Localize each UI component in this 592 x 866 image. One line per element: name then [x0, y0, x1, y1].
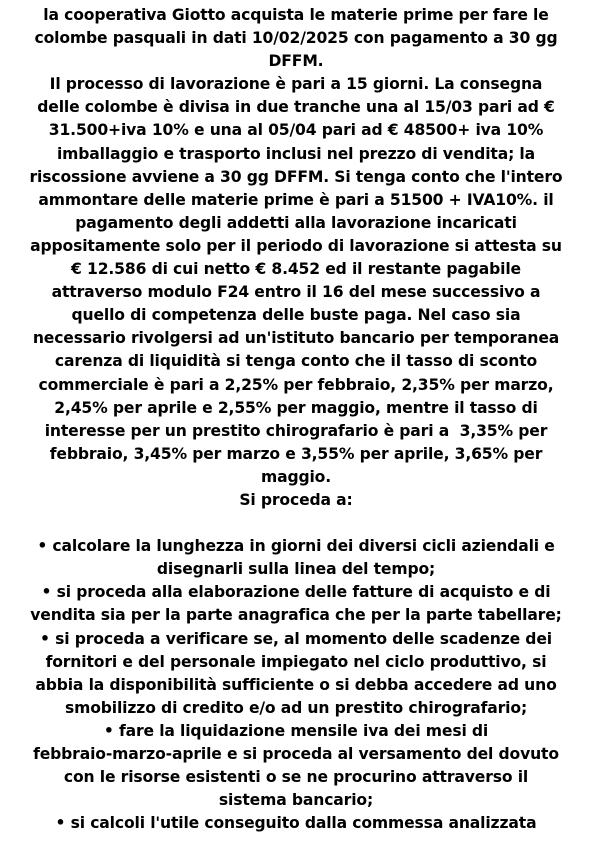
text-line: quello di competenza delle buste paga. Nel caso sia	[71, 306, 521, 325]
text-line: ammontare delle materie prime è pari a 51500 + IVA10%. il	[38, 190, 554, 209]
bullet-item-continuation: febbraio-marzo-aprile e si proceda al versamento del dovuto	[33, 745, 559, 763]
text-line: febbraio, 3,45% per marzo e 3,55% per aprile, 3,65% per	[49, 444, 543, 463]
bullet-item: • si calcoli l'utile conseguito dalla commessa analizzata	[55, 814, 537, 833]
text-line: DFFM.	[268, 52, 324, 71]
bullet-item-continuation: con le risorse esistenti o se ne procurino attraverso il	[63, 768, 529, 787]
text-line: pagamento degli addetti alla lavorazione incaricati	[75, 213, 517, 232]
text-line: 31.500+iva 10% e una al 05/04 pari ad € 48500+ iva 10%	[48, 121, 544, 140]
bullet-item: • si proceda alla elaborazione delle fatture di acquisto e di	[41, 583, 551, 602]
text-line: necessario rivolgersi ad un'istituto bancario per temporanea	[32, 329, 560, 348]
text-line: € 12.586 di cui netto € 8.452 ed il restante pagabile	[71, 260, 521, 279]
bullet-item: • calcolare la lunghezza in giorni dei diversi cicli aziendali e	[37, 537, 555, 556]
text-line: imballaggio e trasporto inclusi nel prezzo di vendita; la	[56, 144, 536, 163]
document-body	[0, 4, 592, 835]
text-line: appositamente solo per il periodo di lavorazione si attesta su	[30, 236, 562, 255]
text-line: interesse per un prestito chirografario è pari a 3,35% per	[44, 421, 548, 440]
text-line: 2,45% per aprile e 2,55% per maggio, mentre il tasso di	[54, 398, 538, 417]
bullet-item-continuation: vendita sia per la parte anagrafica che per la parte tabellare;	[30, 606, 562, 625]
bullet-item-continuation: smobilizzo di credito e/o ad un prestito chirografario;	[64, 698, 528, 717]
text-line: commerciale è pari a 2,25% per febbraio, 2,35% per marzo,	[38, 375, 554, 394]
text-line: maggio.	[260, 467, 332, 486]
bullet-item: • si proceda a verificare se, al momento delle scadenze dei	[40, 629, 552, 648]
text-line: delle colombe è divisa in due tranche una al 15/03 pari ad €	[37, 98, 555, 117]
text-line: attraverso modulo F24 entro il 16 del mese successivo a	[51, 283, 541, 302]
bullet-item-continuation: sistema bancario;	[218, 791, 374, 810]
bullet-item-continuation: disegnarli sulla linea del tempo;	[156, 560, 436, 579]
bullet-item-continuation: fornitori e del personale impiegato nel ciclo produttivo, si	[45, 652, 547, 671]
bullet-item: • fare la liquidazione mensile iva dei mesi di	[103, 721, 489, 740]
text-line: Il processo di lavorazione è pari a 15 giorni. La consegna	[49, 75, 543, 94]
bullet-item-continuation: abbia la disponibilità sufficiente o si debba accedere ad uno	[35, 675, 557, 694]
blank-line	[0, 512, 592, 535]
text-line: carenza di liquidità si tenga conto che il tasso di sconto	[54, 352, 538, 371]
text-line: riscossione avviene a 30 gg DFFM. Si tenga conto che l'intero	[29, 167, 563, 186]
text-line: colombe pasquali in dati 10/02/2025 con pagamento a 30 gg	[34, 29, 558, 48]
text-line: la cooperativa Giotto acquista le materie prime per fare le	[43, 6, 549, 24]
section-heading: Si proceda a:	[239, 490, 353, 509]
